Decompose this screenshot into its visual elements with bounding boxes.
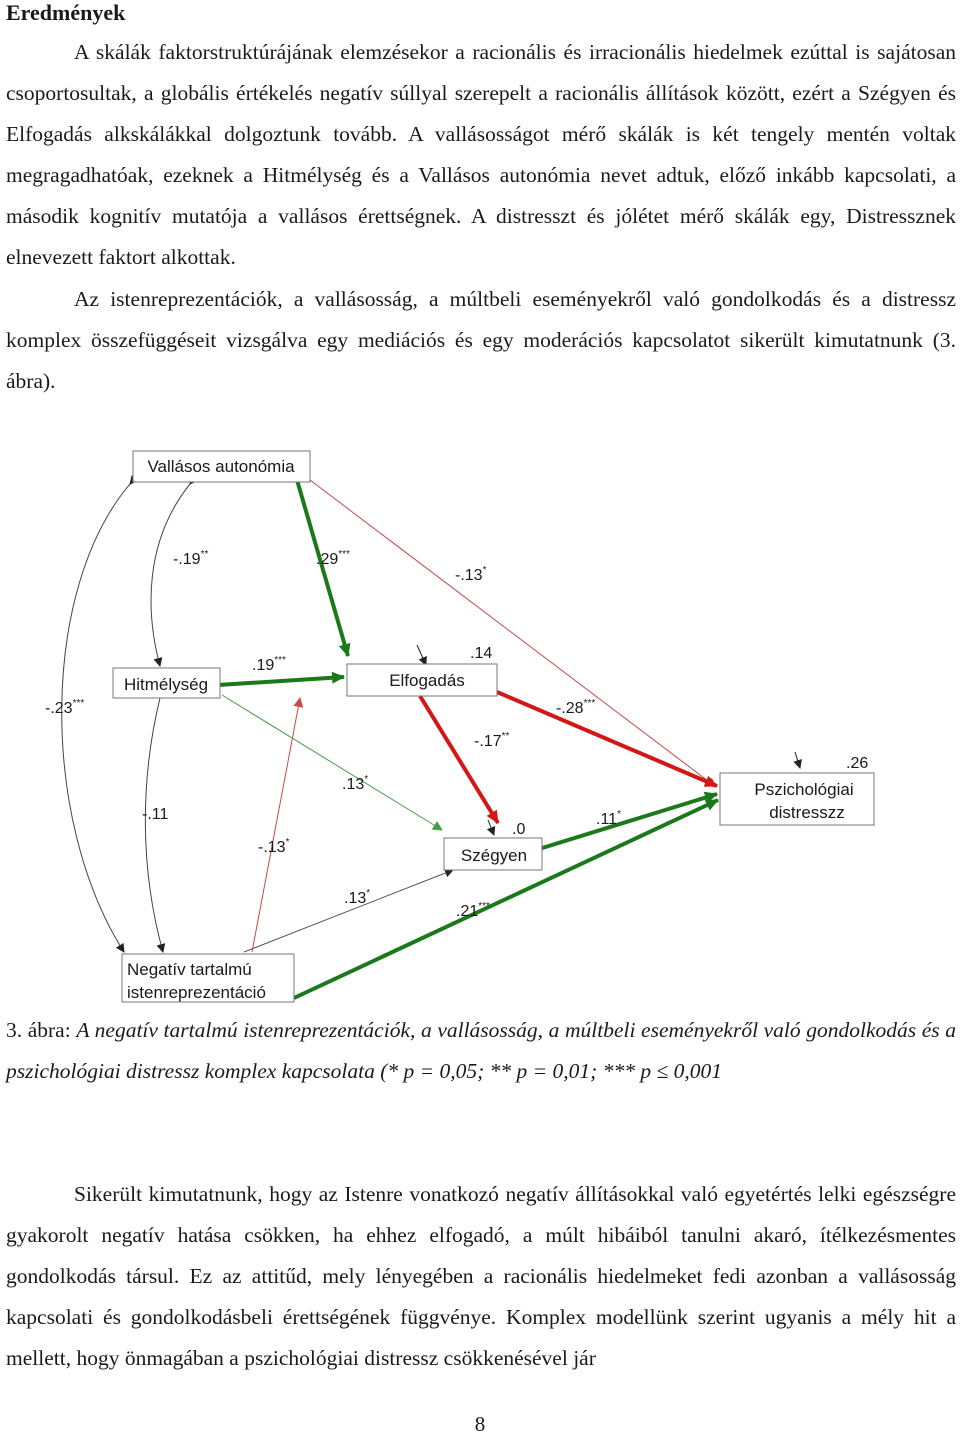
- svg-text:Negatív tartalmú: Negatív tartalmú: [127, 960, 252, 979]
- coef-label: .13*: [344, 888, 371, 907]
- node-elfogadas: [347, 664, 497, 696]
- coef-label: -.13*: [455, 565, 487, 584]
- coef-label: .13*: [342, 774, 369, 793]
- path-vallasos-elfogadas: [297, 480, 348, 656]
- coef-label: .0: [512, 821, 526, 838]
- svg-text:istenreprezentáció: istenreprezentáció: [127, 983, 266, 1002]
- caption-text: A negatív tartalmú istenreprezentációk, a vallásosság, a múltbeli eseményekről való gondolkodás és a pszichológiai distressz komplex kapcsolata (* p = 0,05; ** p = 0,01; *** p ≤ 0,001: [6, 1018, 957, 1083]
- coef-label: -.11: [142, 806, 169, 823]
- svg-text:distresszz: distresszz: [769, 803, 845, 822]
- page-number: 8: [474, 1412, 486, 1436]
- node-pszichologiai-distressz: [720, 773, 874, 825]
- section-heading: Eredmények: [6, 0, 126, 25]
- node-vallasos-autonomia: [133, 451, 310, 482]
- coef-label: -.19**: [173, 549, 209, 568]
- coef-label: .11*: [596, 809, 621, 828]
- svg-text:Hitmélység: Hitmélység: [123, 675, 209, 694]
- coef-label: .14: [470, 645, 493, 662]
- path-vallasos-pszich: [310, 480, 716, 787]
- coef-label: .26: [846, 755, 869, 772]
- svg-text:Vallásos autonómia: Vallásos autonómia: [147, 457, 295, 476]
- svg-text:Pszichológiai: Pszichológiai: [754, 780, 854, 799]
- coef-label: -.13*: [258, 837, 290, 856]
- coef-label: -.28***: [556, 698, 596, 717]
- error-pszich: [795, 752, 800, 768]
- path-hitmelyseg-szegyen: [222, 695, 442, 830]
- coef-label: .29***: [316, 549, 350, 568]
- paragraph-conclusion: Sikerült kimutatnunk, hogy az Istenre vonatkozó negatív állításokkal való egyetértés lelki egészségre gyakorolt negatív hatása csökken, ha ehhez elfogadó, a múlt hibáiból tanulni akaró, ítélkezésmentes gondolkodás társul. Ez az attitűd, mely lényegében a racionális hiedelmeket fedi azonban a vallásosság kapcsolati és gondolkodásbeli érettségének függvénye. Komplex modellünk szerint ugyanis a mély hit a mellett, hogy önmagában a pszichológiai distressz csökkenésével jár: [6, 1182, 956, 1370]
- error-elfogadas: [417, 645, 426, 665]
- corr-vallasos-negativ: [62, 484, 130, 952]
- node-hitmelyseg: [113, 668, 220, 698]
- node-szegyen: [444, 838, 542, 870]
- error-szegyen: [488, 820, 494, 835]
- path-diagram: [0, 440, 960, 1010]
- coef-label: -.23***: [45, 698, 85, 717]
- path-negativ-hitmelyseg: [252, 698, 300, 952]
- svg-text:Szégyen: Szégyen: [460, 846, 528, 865]
- caption-label: 3. ábra:: [6, 1018, 77, 1042]
- figure-caption: [6, 1010, 956, 1092]
- path-elfogadas-pszich: [497, 692, 717, 786]
- svg-text:Elfogadás: Elfogadás: [389, 671, 465, 690]
- corr-hitmelyseg-negativ: [145, 698, 163, 952]
- paragraph-results: A skálák faktorstruktúrájának elemzésekor a racionális és irracionális hiedelmek ezúttal is sajátosan csoportosultak, a globális értékelés negatív súllyal szerepelt a racionális állítások között, ezért a Szégyen és Elfogadás alkskálákkal dolgoztunk tovább. A vallásosságot mérő skálák is két tengely mentén voltak megragadhatóak, ezeknek a Hitmélység és a Vallásos autonómia nevet adtuk, előző inkább kapcsolati, a második kognitív mutatója a vallásos érettségnek. A distresszt és jólétet mérő skálák egy, Distressznek elnevezett faktort alkottak.: [6, 40, 956, 269]
- path-hitmelyseg-elfogadas: [218, 677, 344, 685]
- paragraph-relations: Az istenreprezentációk, a vallásosság, a múltbeli eseményekről való gondolkodás és a distressz komplex összefüggéseit vizsgálva egy mediációs és egy moderációs kapcsolatot sikerült kimutatnunk (3. ábra).: [6, 287, 956, 393]
- path-elfogadas-szegyen: [420, 696, 498, 823]
- coef-label: -.17**: [474, 731, 510, 750]
- coef-label: .19***: [252, 655, 286, 674]
- coef-label: .21***: [456, 901, 490, 920]
- corr-vallasos-hitmelyseg: [151, 484, 190, 666]
- node-negativ-istenreprezentacio: [122, 954, 294, 1002]
